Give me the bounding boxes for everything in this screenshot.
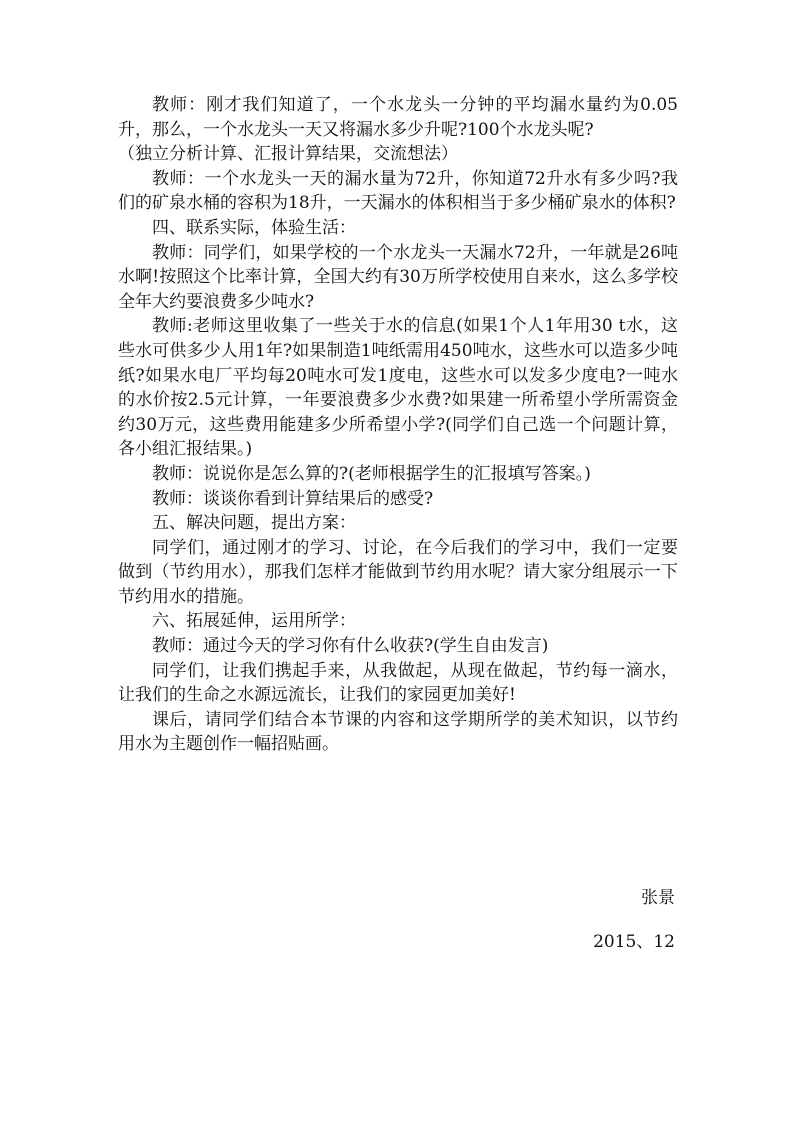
author-name: 张景 [641, 888, 675, 908]
paragraph-water-bucket: 教师：一个水龙头一天的漏水量为72升，你知道72升水有多少吗?我们的矿泉水桶的容积为18升，一天漏水的体积相当于多少桶矿泉水的体积? [118, 168, 678, 214]
paragraph-how-calculated: 教师：说说你是怎么算的?(老师根据学生的汇报填写答案。) [152, 463, 591, 484]
document-body [118, 93, 678, 757]
paragraph-harvest: 教师：通过今天的学习你有什么收获?(学生自由发言) [152, 636, 549, 657]
section-heading-6: 六、拓展延伸，运用所学： [152, 611, 356, 632]
paragraph-feelings: 教师：谈谈你看到计算结果后的感受? [152, 488, 434, 509]
section-heading-5: 五、解决问题，提出方案： [152, 513, 356, 534]
section-heading-4: 四、联系实际，体验生活： [152, 217, 356, 238]
paragraph-call-to-action: 同学们，让我们携起手来，从我做起，从现在做起，节约每一滴水，让我们的生命之水源远流长，让我们的家园更加美好! [118, 660, 678, 706]
paragraph-leak-per-day: 教师：刚才我们知道了，一个水龙头一分钟的平均漏水量约为0.05升，那么，一个水龙头一天又将漏水多少升呢?100个水龙头呢? [118, 95, 678, 140]
paragraph-save-water-plan: 同学们，通过刚才的学习、讨论，在今后我们的学习中，我们一定要做到（节约用水），那我们怎样才能做到节约用水呢？请大家分组展示一下节约用水的措施。 [118, 537, 678, 607]
document-date: 2015、12 [593, 932, 675, 952]
paragraph-national-schools: 教师：同学们，如果学校的一个水龙头一天漏水72升，一年就是26吨水啊!按照这个比率计算，全国大约有30万所学校使用自来水，这么多学校全年大约要浪费多少吨水? [118, 242, 678, 312]
paragraph-independent-analysis: （独立分析计算、汇报计算结果，交流想法） [118, 144, 458, 165]
paragraph-water-information: 教师:老师这里收集了一些关于水的信息(如果1个人1年用30 t水，这些水可供多少人用1年?如果制造1吨纸需用450吨水，这些水可以造多少吨纸?如果水电厂平均每20吨水可发1度电，这些水可以发多少度电?一吨水的水价按2.5元计算，一年要浪费多少水费?如果建一所希望小学所需资金约30万元，这些费用能建多少所希望小学?(同学们自己选一个问题计算，各小组汇报结果。) [118, 316, 678, 460]
paragraph-homework: 课后，请同学们结合本节课的内容和这学期所学的美术知识，以节约用水为主题创作一幅招贴画。 [118, 709, 678, 755]
